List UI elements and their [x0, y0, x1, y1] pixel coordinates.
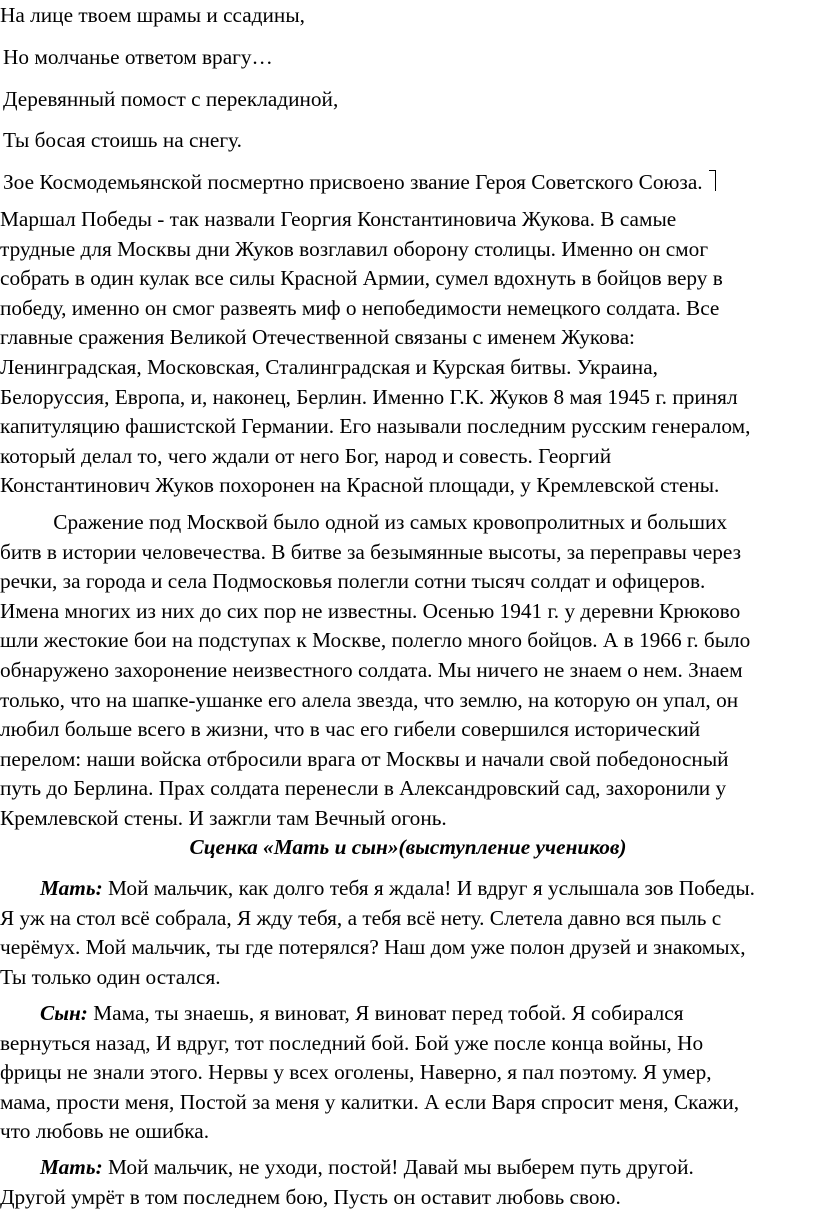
scene-title: Сценка «Мать и сын»(выступление учеников) [189, 835, 627, 859]
dialogue-first-line [0, 1153, 812, 1183]
paragraph-line: собрать в один кулак все силы Красной Армии, сумел вдохнуть в бойцов веру в [0, 266, 723, 291]
speaker-label: Мать: [40, 1155, 103, 1179]
paragraph-line: Константинович Жуков похоронен на Красной площади, у Кремлевской стены. [0, 473, 720, 498]
paragraph-line: мама, прости меня, Постой за меня у калитки. А если Варя спросит меня, Скажи, [0, 1089, 740, 1114]
speaker-label: Сын: [40, 1001, 88, 1025]
zoya-hero-text: Зое Космодемьянской посмертно присвоено звание Героя Советского Союза. [3, 170, 703, 194]
dialogue-text: Мама, ты знаешь, я виноват, Я виноват перед тобой. Я собирался [87, 1001, 684, 1025]
speaker-label: Мать: [40, 876, 103, 900]
paragraph-line: Кремлевской стены. И зажгли там Вечный огонь. [0, 805, 447, 830]
paragraph-line: черёмух. Мой мальчик, ты где потерялся? Наш дом уже полон друзей и знакомых, [0, 935, 746, 960]
paragraph-line: Другой умрёт в том последнем бою, Пусть он оставит любовь свою. [0, 1184, 621, 1209]
paragraph-line: любил больше всего в жизни, что в час его гибели совершился исторический [0, 717, 701, 742]
paragraph-line: победу, именно он смог развеять миф о непобедимости немецкого солдата. Все [0, 295, 720, 320]
paragraph-line: что любовь не ошибка. [0, 1119, 210, 1144]
paragraph-line: шли жестокие бои на подступах к Москве, полегло много бойцов. А в 1966 г. было [0, 628, 751, 653]
poem-line-3: Деревянный помост с перекладиной, [3, 87, 339, 111]
paragraph-zhukov [0, 205, 812, 501]
paragraph-moscow-battle [0, 508, 812, 834]
dialogue-first-line [0, 999, 812, 1029]
paragraph-line: путь до Берлина. Прах солдата перенесли в Александровский сад, захоронили у [0, 776, 727, 801]
paragraph-line: трудные для Москвы дни Жуков возглавил оборону столицы. Именно он смог [0, 236, 709, 261]
paragraph-line: Я уж на стол всё собрала, Я жду тебя, а тебя всё нету. Слетела давно вся пыль с [0, 905, 722, 930]
paragraph-line: Ленинградская, Московская, Сталинградская и Курская битвы. Украина, [0, 354, 658, 379]
paragraph-line: который делал то, чего ждали от него Бог, народ и совесть. Георгий [0, 443, 612, 468]
paragraph-line: Имена многих из них до сих пор не известны. Осенью 1941 г. у деревни Крюково [0, 598, 741, 623]
zoya-hero-line [3, 169, 716, 196]
dialogue-text: Мой мальчик, не уходи, постой! Давай мы выберем путь другой. [102, 1155, 694, 1179]
paragraph-line: речки, за города и села Подмосковья полегли сотни тысяч солдат и офицеров. [0, 569, 706, 594]
dialogue-text: Мой мальчик, как долго тебя я ждала! И вдруг я услышала зов Победы. [102, 876, 756, 900]
paragraph-line: фрицы не знали этого. Нервы у всех оголены, Наверно, я пал поэтому. Я умер, [0, 1060, 712, 1085]
paragraph-line: Маршал Победы - так назвали Георгия Константиновича Жукова. В самые [0, 207, 677, 231]
dialogue-son [0, 999, 812, 1147]
dialogue-first-line [0, 874, 812, 904]
paragraph-line: перелом: наши войска отбросили врага от Москвы и начали свой победоносный [0, 746, 729, 771]
poem-line-1: На лице твоем шрамы и ссадины, [0, 3, 305, 27]
dialogue-mother-2 [0, 1153, 812, 1212]
paragraph-line: Ты только один остался. [0, 964, 221, 989]
poem-line-2: Но молчанье ответом врагу… [3, 45, 273, 69]
paragraph-line: Сражение под Москвой было одной из самых кровопролитных и больших [0, 510, 728, 534]
paragraph-line: главные сражения Великой Отечественной связаны с именем Жукова: [0, 325, 635, 350]
paragraph-line: вернуться назад, И вдруг, тот последний бой. Бой уже после конца войны, Но [0, 1030, 704, 1055]
paragraph-line: только, что на шапке-ушанке его алела звезда, что землю, на которую он упал, он [0, 687, 739, 712]
paragraph-line: Белоруссия, Европа, и, наконец, Берлин. Именно Г.К. Жуков 8 мая 1945 г. принял [0, 384, 738, 409]
paragraph-line: обнаружено захоронение неизвестного солдата. Мы ничего не знаем о нем. Знаем [0, 657, 743, 682]
paragraph-line: капитуляцию фашистской Германии. Его называли последним русским генералом, [0, 414, 751, 439]
dialogue-mother-1 [0, 874, 812, 992]
poem-line-4: Ты босая стоишь на снегу. [3, 128, 242, 152]
paragraph-line: битв в истории человечества. В битве за безымянные высоты, за переправы через [0, 539, 742, 564]
bracket-mark [709, 170, 716, 191]
